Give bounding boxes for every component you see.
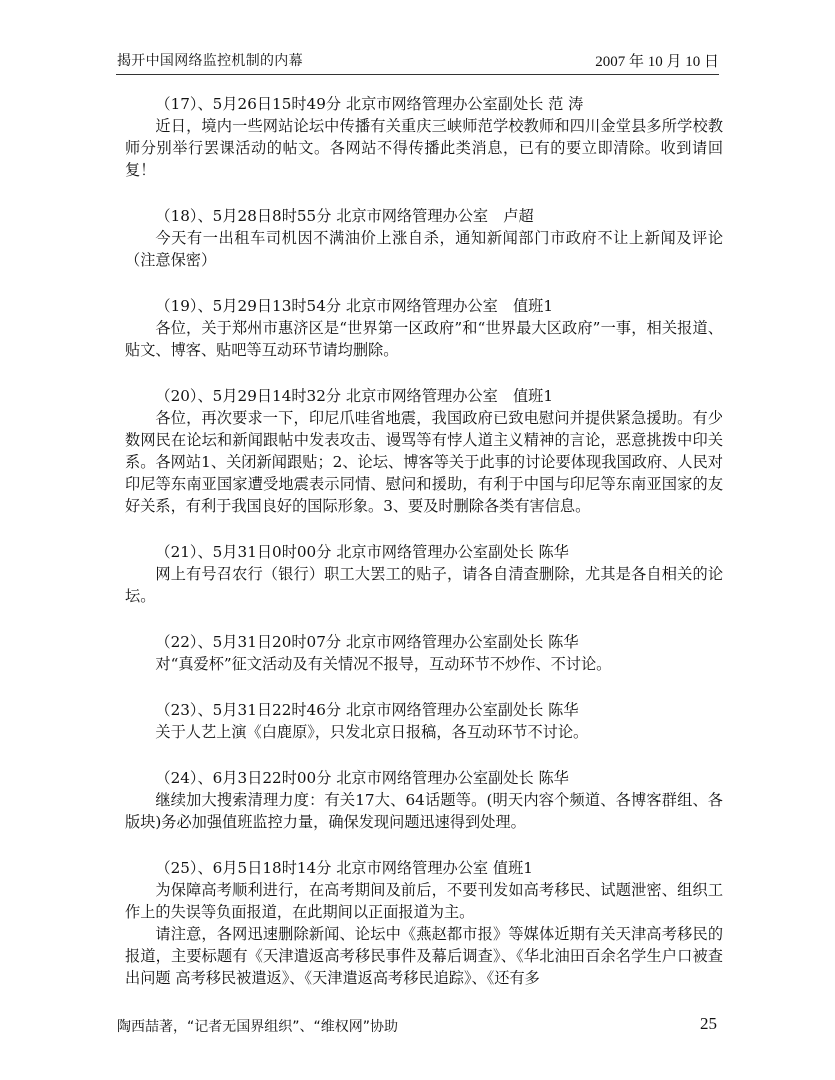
entry-heading: （21）、5月31日0时00分 北京市网络管理办公室副处长 陈华 (155, 543, 569, 561)
header-title: 揭开中国网络监控机制的内幕 (117, 53, 303, 69)
entry-23 (125, 699, 723, 743)
entry-paragraph: 近日，境内一些网站论坛中传播有关重庆三峡师范学校教师和四川金堂县多所学校教师分别举行罢课活动的帖文。各网站不得传播此类消息，已有的要立即清除。收到请回复！ (125, 117, 723, 179)
entry-paragraph: 今天有一出租车司机因不满油价上涨自杀，通知新闻部门市政府不让上新闻及评论（注意保密） (125, 229, 723, 269)
entry-heading: （25）、6月5日18时14分 北京市网络管理办公室 值班1 (155, 859, 533, 877)
header-date: 2007 年 10 月 10 日 (595, 54, 719, 70)
entry-paragraph: 请注意，各网迅速删除新闻、论坛中《燕赵都市报》等媒体近期有关天津高考移民的报道，主要标题有《天津遣返高考移民事件及幕后调查》、《华北油田百余名学生户口被查出问题 高考移民被遣返》、《天津遣返高考移民追踪》、《还有多 (125, 925, 723, 987)
footer-credit: 陶西喆著，“记者无国界组织”、“维权网”协助 (117, 1019, 399, 1035)
entry-paragraph: 对“真爱杯”征文活动及有关情况不报导，互动环节不炒作、不讨论。 (155, 655, 612, 673)
document-body (125, 93, 723, 1013)
entry-paragraph: 各位，关于郑州市惠济区是“世界第一区政府”和“世界最大区政府”一事，相关报道、贴文、博客、贴吧等互动环节请均删除。 (125, 319, 723, 359)
entry-heading: （22）、5月31日20时07分 北京市网络管理办公室副处长 陈华 (155, 633, 579, 651)
entry-paragraph: 网上有号召农行（银行）职工大罢工的贴子，请各自清查删除，尤其是各自相关的论坛。 (125, 565, 723, 605)
entry-heading: （17）、5月26日15时49分 北京市网络管理办公室副处长 范 涛 (155, 95, 584, 113)
entry-heading: （19）、5月29日13时54分 北京市网络管理办公室 值班1 (155, 297, 553, 315)
entry-24 (125, 767, 723, 833)
entry-paragraph: 各位，再次要求一下，印尼爪哇省地震，我国政府已致电慰问并提供紧急援助。有少数网民在论坛和新闻跟帖中发表攻击、谩骂等有悖人道主义精神的言论，恶意挑拨中印关系。各网站1、关闭新闻跟贴；2、论坛、博客等关于此事的讨论要体现我国政府、人民对印尼等东南亚国家遭受地震表示同情、慰问和援助，有利于中国与印尼等东南亚国家的友好关系，有利于我国良好的国际形象。3、要及时删除各类有害信息。 (125, 409, 723, 515)
entry-19 (125, 295, 723, 361)
entry-21 (125, 541, 723, 607)
entry-20 (125, 385, 723, 517)
entry-18 (125, 205, 723, 271)
entry-22 (125, 631, 723, 675)
entry-paragraph: 关于人艺上演《白鹿原》，只发北京日报稿，各互动环节不讨论。 (155, 723, 589, 741)
entry-heading: （20）、5月29日14时32分 北京市网络管理办公室 值班1 (155, 387, 553, 405)
entry-heading: （23）、5月31日22时46分 北京市网络管理办公室副处长 陈华 (155, 701, 579, 719)
entry-heading: （18）、5月28日8时55分 北京市网络管理办公室 卢超 (155, 207, 534, 225)
page-number: 25 (700, 1014, 717, 1033)
entry-paragraph: 继续加大搜索清理力度：有关17大、64话题等。(明天内容个频道、各博客群组、各版块)务必加强值班监控力量，确保发现问题迅速得到处理。 (125, 791, 723, 831)
entry-paragraph: 为保障高考顺利进行，在高考期间及前后，不要刊发如高考移民、试题泄密、组织工作上的失误等负面报道，在此期间以正面报道为主。 (125, 881, 723, 921)
header-divider (116, 74, 719, 75)
entry-25 (125, 857, 723, 989)
entry-17 (125, 93, 723, 181)
entry-heading: （24）、6月3日22时00分 北京市网络管理办公室副处长 陈华 (155, 769, 569, 787)
